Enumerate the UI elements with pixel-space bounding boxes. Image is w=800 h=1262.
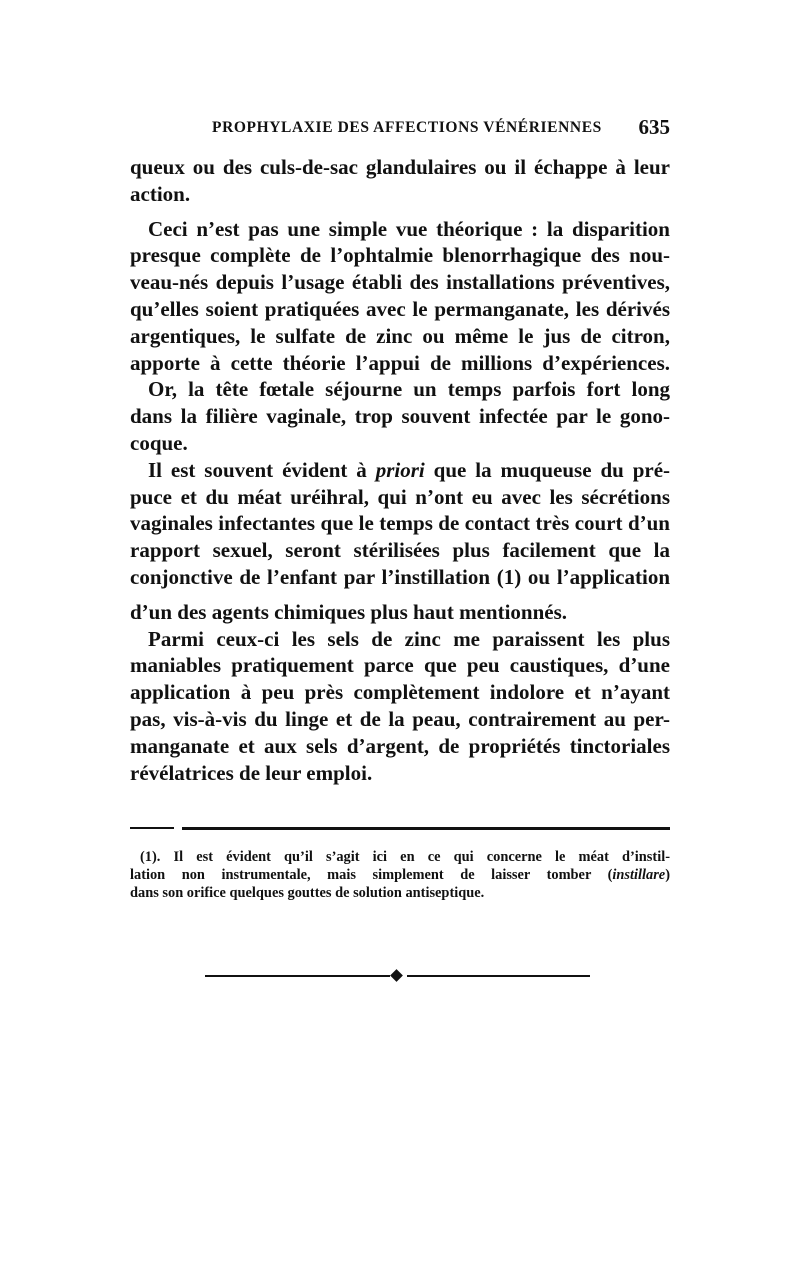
end-ornament xyxy=(205,970,590,982)
italic-phrase: priori xyxy=(375,457,425,482)
footnote xyxy=(130,848,670,902)
text-line: queux ou des culs-de-sac glandulaires ou il échappe à leur xyxy=(130,155,670,179)
footnote-line: dans son orifice quelques gouttes de solution antiseptique. xyxy=(130,885,485,901)
text-segment: que la muqueuse du pré- xyxy=(433,457,671,482)
text-line: Or, la tête fœtale séjourne un temps parfois fort long xyxy=(148,377,670,402)
footnote-line xyxy=(130,866,670,884)
text-segment: Il est souvent évident à xyxy=(148,457,367,482)
separator-long-segment xyxy=(182,827,670,830)
text-segment: ) xyxy=(665,867,670,883)
text-segment: lation non instrumentale, mais simplement de laisser tomber ( xyxy=(130,867,613,883)
text-line: apporte à cette théorie l’appui de millions d’expériences. xyxy=(130,350,670,375)
text-line: Parmi ceux-ci les sels de zinc me paraissent les plus xyxy=(148,626,670,651)
text-line: coque. xyxy=(130,430,188,455)
text-line: Ceci n’est pas une simple vue théorique : la disparition xyxy=(148,216,670,241)
text-line: presque complète de l’ophtalmie blenorrhagique des nou- xyxy=(130,243,670,268)
diamond-ornament-icon xyxy=(390,969,403,982)
text-line: argentiques, le sulfate de zinc ou même le jus de citron, xyxy=(130,323,670,348)
page-number: 635 xyxy=(638,115,670,139)
text-line: vaginales infectantes que le temps de contact très court d’un xyxy=(130,511,670,536)
text-line: maniables pratiquement parce que peu caustiques, d’une xyxy=(130,653,670,678)
text-line xyxy=(130,457,670,484)
text-line: application à peu près complètement indolore et n’ayant xyxy=(130,680,670,705)
text-line: dans la filière vaginale, trop souvent infectée par le gono- xyxy=(130,404,670,429)
text-line: d’un des agents chimiques plus haut mentionnés. xyxy=(130,599,568,624)
text-line: qu’elles soient pratiquées avec le permanganate, les dérivés xyxy=(130,296,670,321)
italic-phrase: instillare xyxy=(612,867,666,883)
running-title: PROPHYLAXIE DES AFFECTIONS VÉNÉRIENNES xyxy=(212,119,602,136)
text-line: manganate et aux sels d’argent, de propriétés tinctoriales xyxy=(130,733,670,758)
text-line: pas, vis-à-vis du linge et de la peau, contrairement au per- xyxy=(130,706,670,731)
text-line: rapport sexuel, seront stérilisées plus facilement que la xyxy=(130,538,670,563)
ornament-rule-left xyxy=(205,975,390,977)
text-line: puce et du méat uréihral, qui n’ont eu avec les sécrétions xyxy=(130,484,670,509)
text-line: veau-nés depuis l’usage établi des installations préventives, xyxy=(130,270,670,295)
separator-short-segment xyxy=(130,827,174,829)
footnote-separator xyxy=(130,827,670,830)
text-line: révélatrices de leur emploi. xyxy=(130,760,373,785)
footnote-line: (1). Il est évident qu’il s’agit ici en ce qui concerne le méat d’instil- xyxy=(140,849,670,865)
ornament-rule-right xyxy=(407,975,590,977)
text-line: conjonctive de l’enfant par l’instillation (1) ou l’application xyxy=(130,564,670,589)
text-line: action. xyxy=(130,181,191,206)
running-head xyxy=(130,115,670,141)
body-text xyxy=(130,154,670,786)
